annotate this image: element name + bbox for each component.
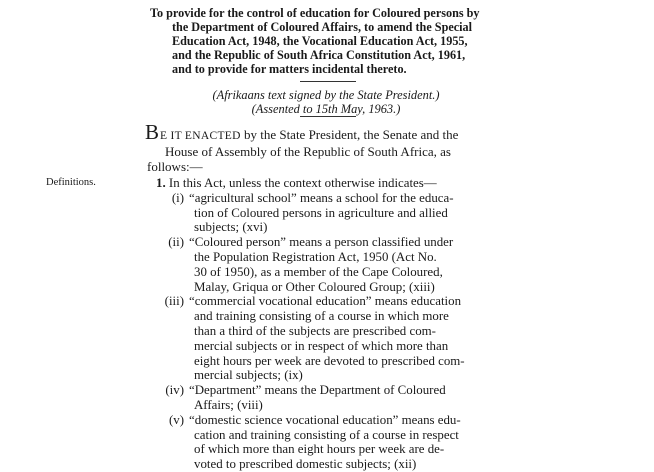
definition-line: eight hours per week are devoted to prescribed com- [194,353,465,368]
title-line: To provide for the control of education for Coloured persons by [150,6,480,20]
item-number: (iii) [164,294,184,309]
enacting-line-3: follows:— [147,159,203,174]
enacting-smallcaps: E IT ENACTED [160,130,241,142]
definition-line: subjects; (xvi) [194,220,268,235]
item-number: (i) [171,190,184,205]
divider-rule [300,116,356,117]
definition-line: and training consisting of a course in which more [194,309,449,324]
signature-note [196,88,456,116]
section-intro: In this Act, unless the context otherwise indicates— [168,176,437,190]
definition-line: Malay, Griqua or Other Coloured Group; (xiii) [194,279,435,294]
definition-line: “domestic science vocational education” means edu- [189,412,461,427]
divider-rule [300,81,356,82]
enacting-clause [145,120,515,174]
drop-cap: B [145,120,160,144]
item-number: (v) [168,412,184,427]
definition-line: voted to prescribed domestic subjects; (xii) [194,457,417,472]
act-long-title [150,6,522,76]
definition-line: mercial subjects; (ix) [194,368,303,383]
section-1-definitions [156,176,526,472]
enacting-line-1: by the State President, the Senate and the [240,127,459,142]
definition-line: “Coloured person” means a person classified under [189,235,454,250]
definition-line: “agricultural school” means a school for the educa- [189,190,454,205]
definition-line: the Population Registration Act, 1950 (Act No. [194,249,437,264]
definition-line: than a third of the subjects are prescribed com- [194,323,436,338]
definition-line: Affairs; (viii) [194,397,263,412]
title-line: and the Republic of South Africa Constitution Act, 1961, [172,48,466,62]
title-line: and to provide for matters incidental thereto. [172,62,407,76]
definition-line: 30 of 1950), as a member of the Cape Coloured, [194,264,443,279]
margin-note-definitions: Definitions. [46,177,96,188]
section-number: 1. [156,176,166,190]
title-line: Education Act, 1948, the Vocational Education Act, 1955, [172,34,468,48]
definition-line: tion of Coloured persons in agriculture and allied [194,205,448,220]
definition-line: mercial subjects or in respect of which more than [194,338,449,353]
assent-date-note: (Assented to 15th May, 1963.) [251,102,401,116]
enacting-line-2: House of Assembly of the Republic of South Africa, as [165,144,451,159]
item-number: (ii) [168,235,184,250]
item-number: (iv) [165,383,184,398]
afrikaans-text-note: (Afrikaans text signed by the State President.) [212,88,440,102]
definition-line: cation and training consisting of a course in respect [194,427,459,442]
definition-line: “Department” means the Department of Coloured [189,383,446,398]
definition-line: “commercial vocational education” means education [189,294,462,309]
title-line: the Department of Coloured Affairs, to amend the Special [172,20,473,34]
definition-line: of which more than eight hours per week are de- [194,442,445,457]
